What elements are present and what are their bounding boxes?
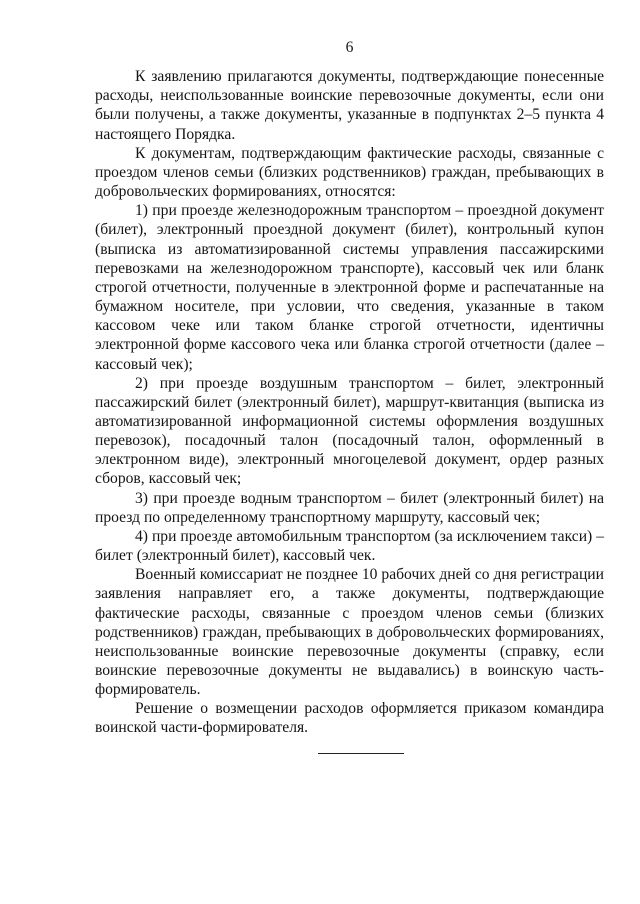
paragraph-confirming-documents: К документам, подтверждающим фактические расходы, связанные с проездом членов семьи (близких родственников) граждан, пребывающих в добровольческих формированиях, относятся:: [95, 144, 604, 201]
list-item-water-transport: 3) при проезде водным транспортом – билет (электронный билет) на проезд по определенному транспортному маршруту, кассовый чек;: [95, 489, 604, 526]
page-number: 6: [345, 39, 354, 56]
paragraph-military-commissariat: Военный комиссариат не позднее 10 рабочих дней со дня регистрации заявления направляет его, а также документы, подтверждающие фактические расходы, связанные с проездом членов семьи (близких родственников) граждан, пребывающих в добровольческих формированиях, неиспользованные воинские перевозочные документы (справку, если воинские перевозочные документы не выдавались) в воинскую часть-формирователь.: [95, 566, 604, 699]
closing-rule: [318, 753, 404, 754]
list-item-air-transport: 2) при проезде воздушным транспортом – билет, электронный пассажирский билет (электронный билет), маршрут-квитанция (выписка из автоматизированной информационной системы оформления воздушных перевозок), посадочный талон (посадочный талон, оформленный в электронном виде), электронный многоцелевой документ, ордер разных сборов, кассовый чек;: [95, 374, 604, 488]
paragraph-attachments: К заявлению прилагаются документы, подтверждающие понесенные расходы, неиспользованные воинские перевозочные документы, если они были получены, а также документы, указанные в подпунктах 2–5 пункта 4 настоящего Порядка.: [95, 68, 604, 143]
paragraph-decision: Решение о возмещении расходов оформляется приказом командира воинской части-формирователя.: [95, 700, 604, 737]
list-item-road-transport: 4) при проезде автомобильным транспортом (за исключением такси) – билет (электронный билет), кассовый чек.: [95, 527, 604, 565]
list-item-rail-transport: 1) при проезде железнодорожным транспортом – проездной документ (билет), электронный проездной документ (билет), контрольный купон (выписка из автоматизированной системы управления пассажирскими перевозками на железнодорожном транспорте), кассовый чек или бланк строгой отчетности, полученные в электронной форме и распечатанные на бумажном носителе, при условии, что сведения, указанные в таком кассовом чеке или таком бланке строгой отчетности, идентичны электронной форме кассового чека или бланка строгой отчетности (далее – кассовый чек);: [95, 202, 604, 373]
